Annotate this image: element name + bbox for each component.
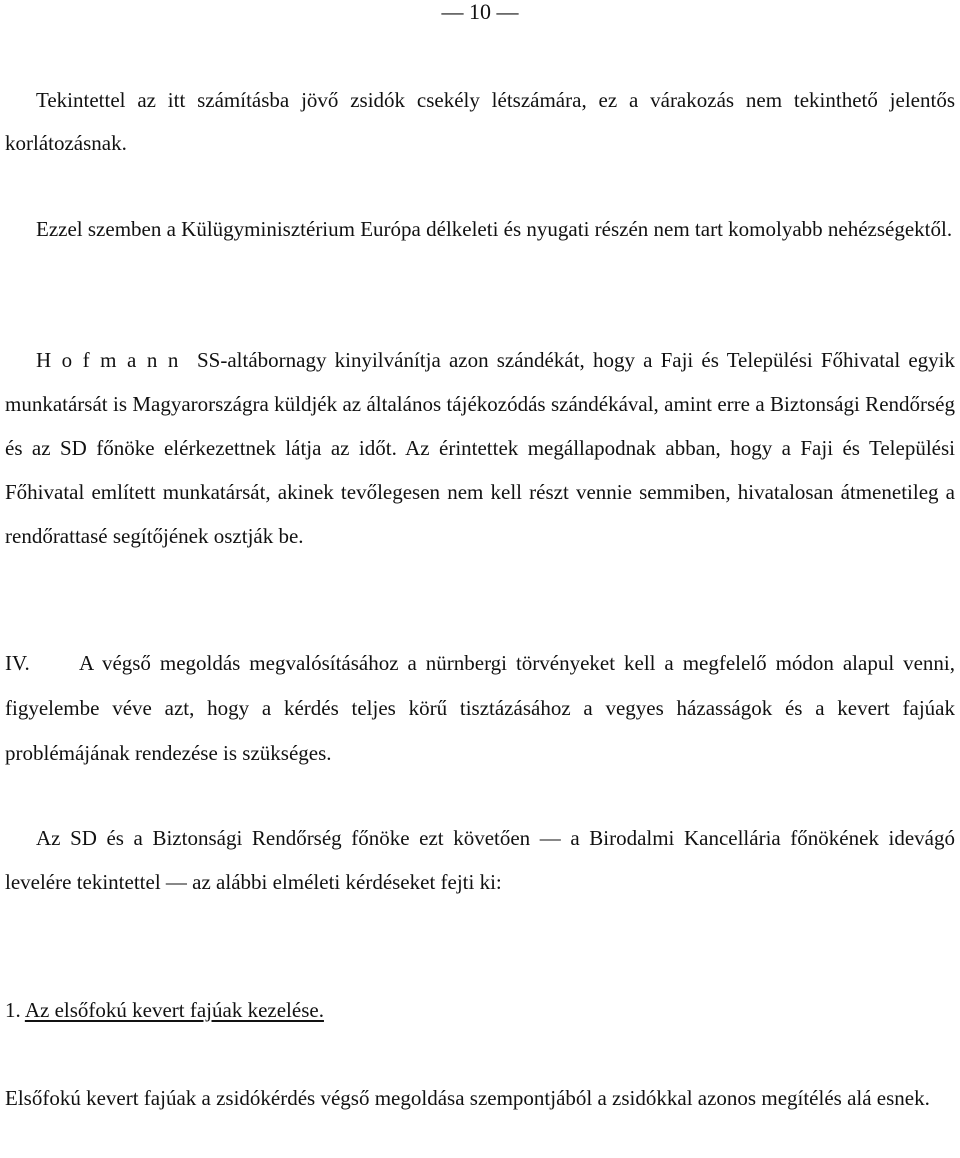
page-number: — 10 — bbox=[441, 0, 519, 24]
paragraph-4-text: A végső megoldás megvalósításához a nürnbergi törvényeket kell a megfelelő módon alapul venni, figyelembe véve azt, hogy a kérdés teljes körű tisztázásához a vegyes házasságok és a kevert fajúak problémájának rendezése is szükséges. bbox=[5, 651, 955, 765]
subheading bbox=[5, 996, 324, 1024]
subheading-number: 1. bbox=[5, 998, 21, 1022]
paragraph-1: Tekintettel az itt számításba jövő zsidók csekély létszámára, ez a várakozás nem tekinthető jelentős korlátozásnak. bbox=[5, 88, 955, 155]
paragraph-5: Az SD és a Biztonsági Rendőrség főnöke ezt követően — a Birodalmi Kancellária főnökének idevágó levelére tekintettel — az alábbi elméleti kérdéseket fejti ki: bbox=[5, 826, 955, 894]
paragraph-3-text: SS-altábornagy kinyilvánítja azon szándékát, hogy a Faji és Települési Főhivatal egyik munkatársát is Magyarországra küldjék az általános tájékozódás szándékával, amint erre a Biztonsági Rendőrség és az SD főnöke elérkezettnek látja az időt. Az érintettek megállapodnak abban, hogy a Faji és Települési Főhivatal említett munkatársát, akinek tevőlegesen nem kell részt vennie semmiben, hivatalosan átmenetileg a rendőrattasé segítőjének osztják be. bbox=[5, 348, 955, 548]
paragraph-4 bbox=[5, 641, 955, 776]
section-number: IV. bbox=[5, 651, 30, 675]
paragraph-2: Ezzel szemben a Külügyminisztérium Európa délkeleti és nyugati részén nem tart komolyabb nehézségektől. bbox=[36, 217, 953, 241]
spaced-name: Hofmann bbox=[36, 348, 189, 372]
paragraph-6: Elsőfokú kevert fajúak a zsidókérdés végső megoldása szempontjából a zsidókkal azonos megítélés alá esnek. bbox=[5, 1086, 930, 1110]
paragraph-3 bbox=[5, 338, 955, 558]
subheading-title: Az elsőfokú kevert fajúak kezelése. bbox=[24, 998, 324, 1022]
